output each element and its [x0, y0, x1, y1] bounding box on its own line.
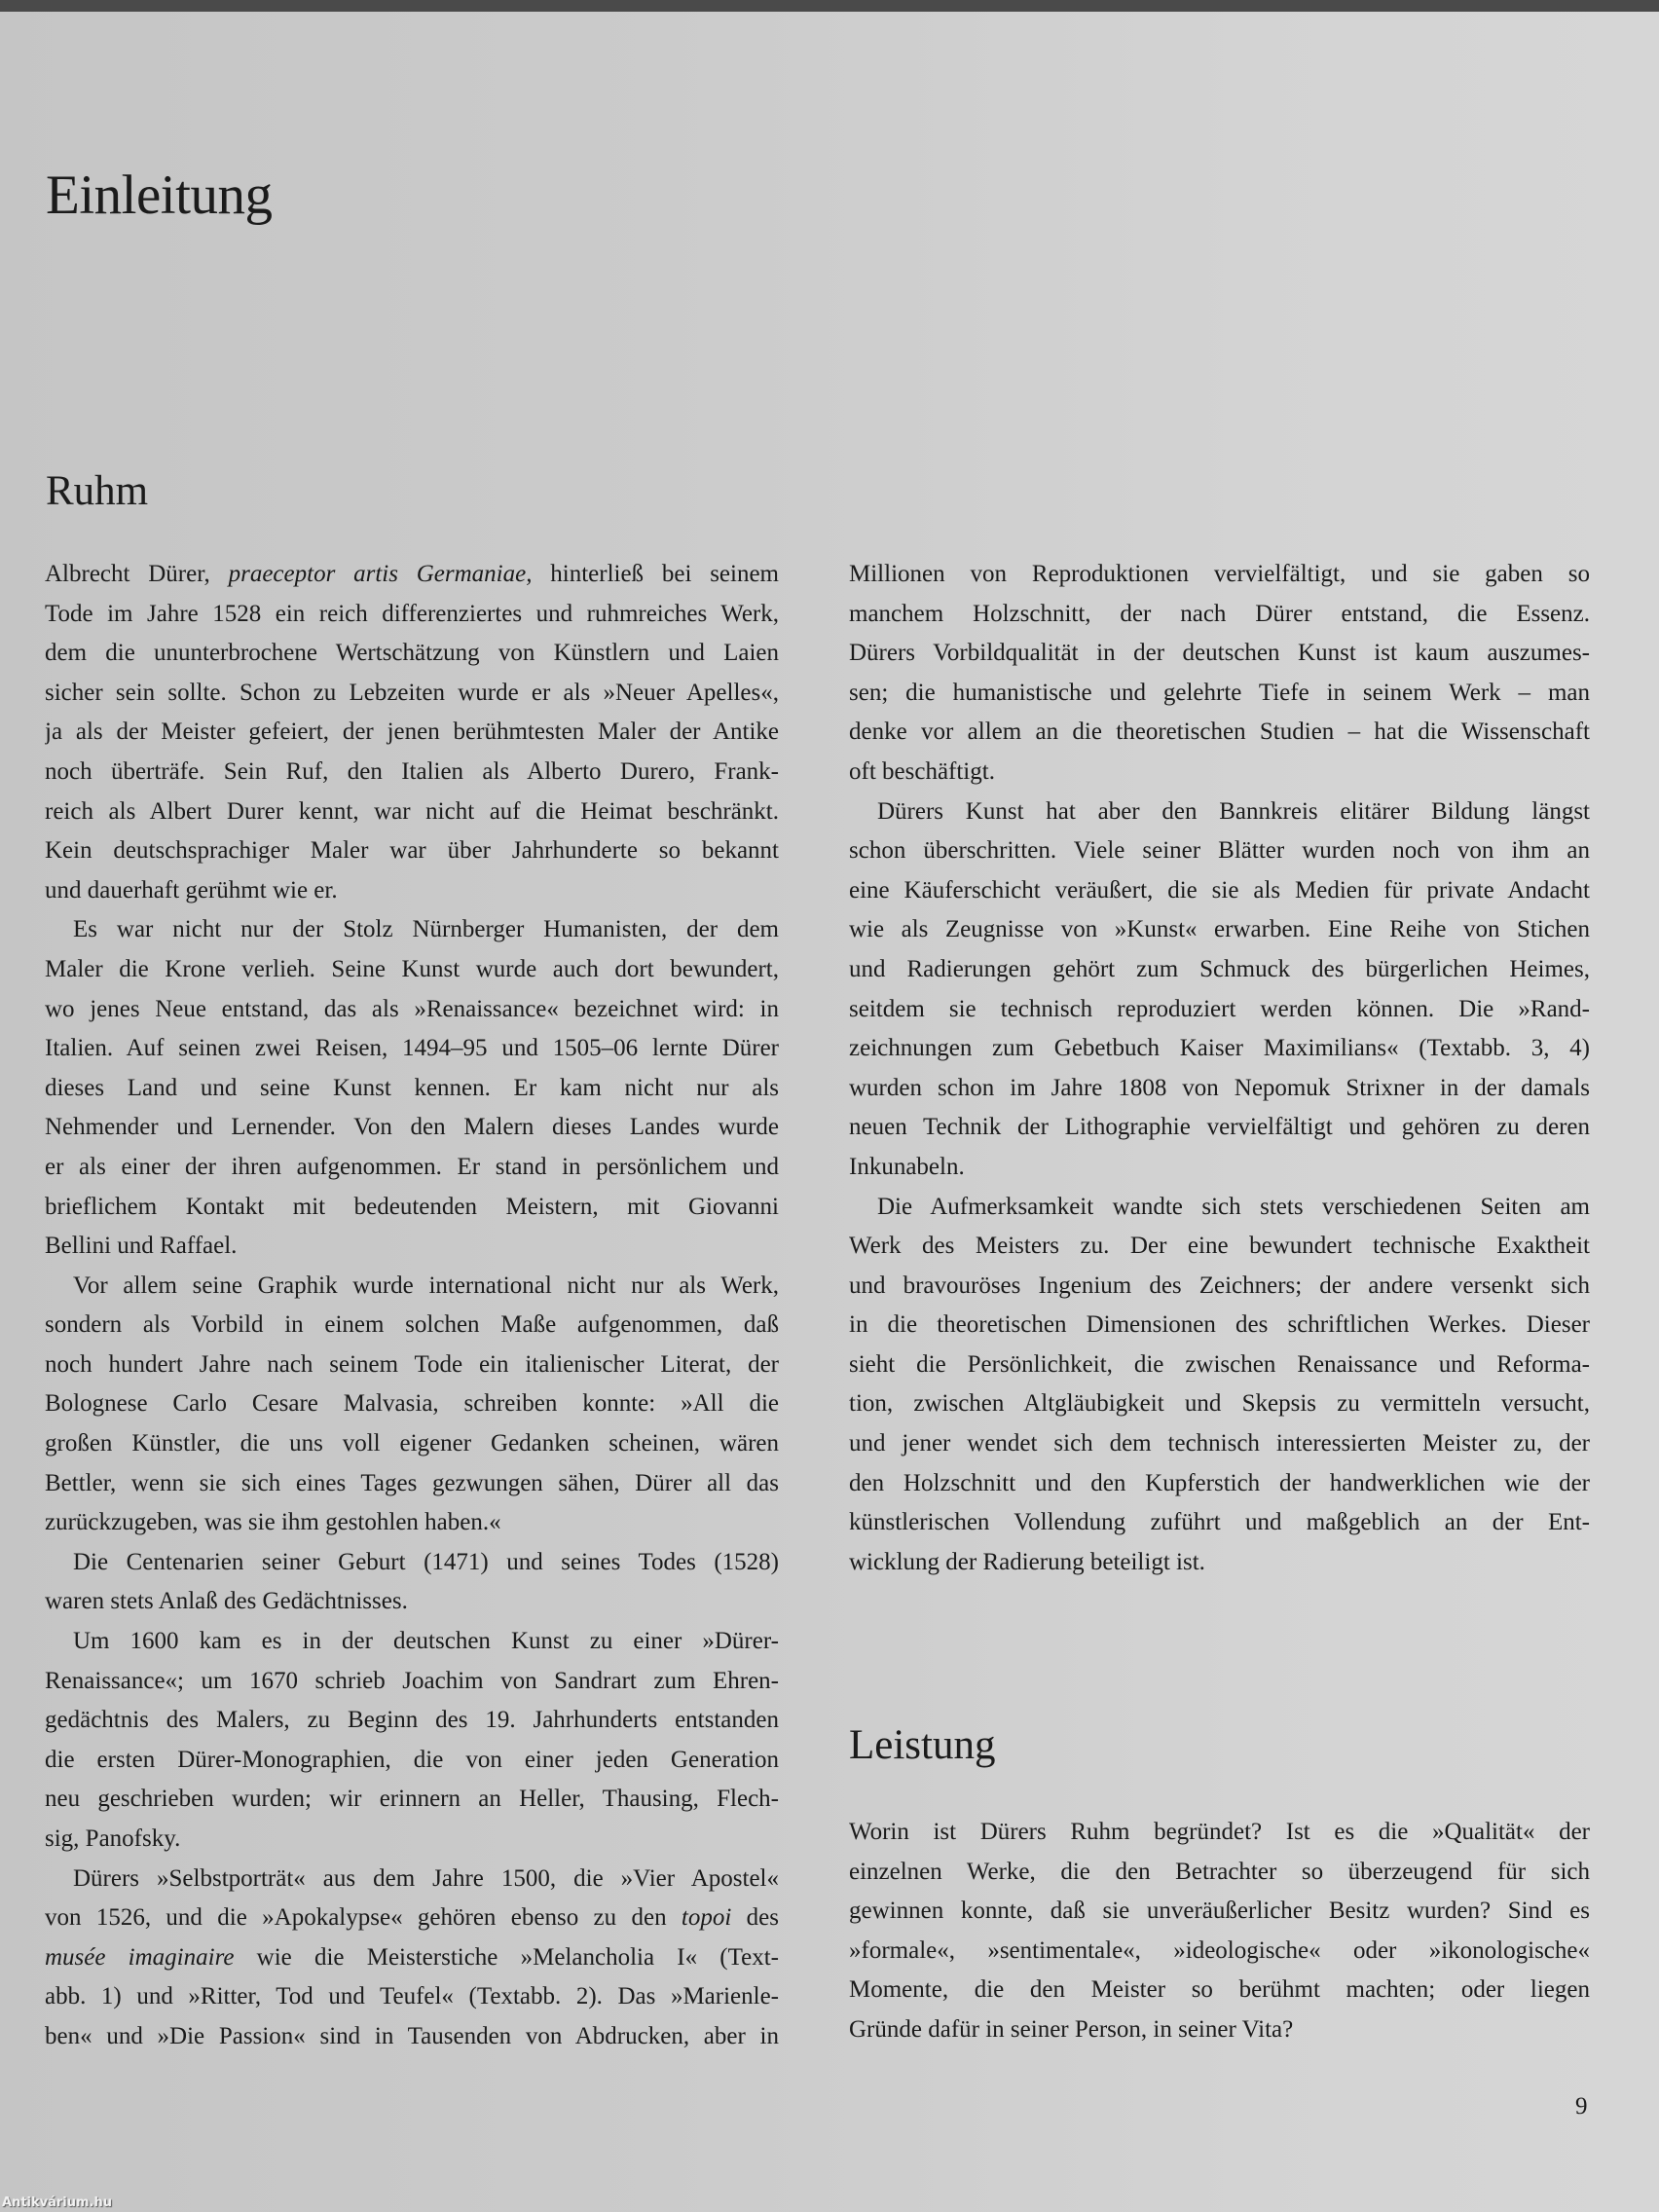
text-run: waren stets Anlaß des Gedächtnisses. [45, 1588, 408, 1615]
text-run: Millionen von Reproduktionen vervielfältigt, und sie gaben so [849, 561, 1590, 587]
text-line [45, 2017, 779, 2057]
text-run: neu geschrieben wurden; wir erinnern an Heller, Thausing, Flech- [45, 1786, 779, 1813]
text-column-left [45, 555, 779, 2057]
text-line [849, 1029, 1590, 1069]
text-run: gewinnen konnte, daß sie unveräußerlicher Besitz wurden? Sind es [849, 1898, 1590, 1925]
text-line [849, 1543, 1590, 1583]
text-run: hinterließ bei seinem [532, 561, 779, 587]
text-line [45, 1306, 779, 1346]
text-line [849, 1424, 1590, 1464]
text-run: Nehmender und Lernender. Von den Malern dieses Landes wurde [45, 1114, 779, 1141]
text-line [849, 1188, 1590, 1228]
paragraph [45, 1622, 779, 1860]
text-line [45, 1503, 779, 1543]
text-run: Dürers Kunst hat aber den Bannkreis elitärer Bildung längst [877, 797, 1590, 825]
text-run: und bravouröses Ingenium des Zeichners; der andere versenkt sich [849, 1272, 1590, 1299]
text-run: Vor allem seine Graphik wurde international nicht nur als Werk, [73, 1272, 779, 1299]
text-line [849, 634, 1590, 674]
text-run: Die Aufmerksamkeit wandte sich stets verschiedenen Seiten am [877, 1193, 1590, 1220]
text-run: noch hundert Jahre nach seinem Tode ein italienischer Literat, der [45, 1350, 779, 1378]
text-run: abb. 1) und »Ritter, Tod und Teufel« (Textabb. 2). Das »Marienle- [45, 1983, 779, 2010]
text-line [45, 1188, 779, 1228]
text-line [45, 555, 779, 595]
text-line [45, 1662, 779, 1702]
text-run: tion, zwischen Altgläubigkeit und Skepsis zu vermitteln versucht, [849, 1390, 1590, 1418]
text-line [45, 634, 779, 674]
text-run: zeichnungen zum Gebetbuch Kaiser Maximilians« (Textabb. 3, 4) [849, 1035, 1590, 1062]
text-run: denke vor allem an die theoretischen Studien – hat die Wissenschaft [849, 719, 1590, 746]
text-run: er als einer der ihren aufgenommen. Er stand in persönlichem und [45, 1153, 779, 1180]
scan-top-edge [0, 0, 1659, 12]
text-line [849, 990, 1590, 1030]
text-run: Um 1600 kam es in der deutschen Kunst zu einer »Dürer- [73, 1628, 779, 1655]
text-line [849, 1813, 1590, 1853]
text-run: großen Künstler, die uns voll eigener Gedanken scheinen, wären [45, 1430, 779, 1457]
text-run: Momente, die den Meister so berühmt machten; oder liegen [849, 1976, 1590, 2004]
text-line [45, 1938, 779, 1978]
text-run: in die theoretischen Dimensionen des schriftlichen Werkes. Dieser [849, 1311, 1590, 1339]
paragraph [849, 1813, 1590, 2050]
italic-text: musée imaginaire [45, 1943, 235, 1971]
text-line [45, 595, 779, 635]
text-line [45, 753, 779, 793]
text-line [45, 1582, 779, 1622]
text-run: Es war nicht nur der Stolz Nürnberger Humanisten, der dem [73, 916, 779, 943]
text-line [849, 1069, 1590, 1109]
text-run: Inkunabeln. [849, 1153, 965, 1180]
paragraph [45, 555, 779, 910]
text-run: Maler die Krone verlieh. Seine Kunst wurde auch dort bewundert, [45, 955, 779, 982]
text-run: noch überträfe. Sein Ruf, den Italien als Alberto Durero, Frank- [45, 757, 779, 785]
text-line [45, 1029, 779, 1069]
text-line [849, 1306, 1590, 1346]
text-run: Bolognese Carlo Cesare Malvasia, schreiben konnte: »All die [45, 1390, 779, 1418]
text-run: und dauerhaft gerühmt wie er. [45, 876, 338, 903]
text-run: zurückzugeben, was sie ihm gestohlen haben.« [45, 1509, 501, 1536]
text-run: den Holzschnitt und den Kupferstich der handwerklichen wie der [849, 1469, 1590, 1496]
text-run: Kein deutschsprachiger Maler war über Jahrhunderte so bekannt [45, 837, 779, 865]
text-run: schon überschritten. Viele seiner Blätter wurden noch von ihm an [849, 837, 1590, 865]
text-run: sicher sein sollte. Schon zu Lebzeiten wurde er als »Neuer Apelles«, [45, 679, 779, 706]
text-run: wo jenes Neue entstand, das als »Renaissance« bezeichnet wird: in [45, 995, 779, 1022]
text-line [849, 713, 1590, 753]
text-line [45, 1346, 779, 1385]
text-line [45, 1780, 779, 1820]
text-line [849, 595, 1590, 635]
text-line [45, 1543, 779, 1583]
text-run: dem die ununterbrochene Wertschätzung von Künstlern und Laien [45, 640, 779, 667]
text-run: und jener wendet sich dem technisch interessierten Meister zu, der [849, 1430, 1590, 1457]
text-line [45, 713, 779, 753]
text-line [849, 1464, 1590, 1504]
paragraph [45, 910, 779, 1266]
text-line [45, 950, 779, 990]
text-line [45, 793, 779, 832]
text-run: des [731, 1904, 779, 1932]
text-line [45, 990, 779, 1030]
text-line [45, 1384, 779, 1424]
text-run: wurden schon im Jahre 1808 von Nepomuk Strixner in der damals [849, 1074, 1590, 1101]
text-line [45, 1701, 779, 1741]
text-line [849, 1227, 1590, 1267]
text-run: wie die Meisterstiche »Melancholia I« (Text- [234, 1943, 779, 1971]
text-run: neuen Technik der Lithographie vervielfältigt und gehören zu deren [849, 1114, 1590, 1141]
text-run: sig, Panofsky. [45, 1825, 181, 1852]
text-column-leistung [849, 1813, 1590, 2050]
text-line [45, 1464, 779, 1504]
paragraph [849, 793, 1590, 1188]
text-line [849, 793, 1590, 832]
text-line [45, 1860, 779, 1899]
text-line [849, 753, 1590, 793]
text-run: dieses Land und seine Kunst kennen. Er kam nicht nur als [45, 1074, 779, 1101]
text-line [45, 871, 779, 911]
text-run: die ersten Dürer-Monographien, die von einer jeden Generation [45, 1746, 779, 1773]
section-heading-leistung: Leistung [849, 1722, 996, 1768]
text-run: einzelnen Werke, die den Betrachter so überzeugend für sich [849, 1858, 1590, 1885]
text-line [45, 831, 779, 871]
section-heading-ruhm: Ruhm [46, 468, 149, 514]
paragraph [45, 1860, 779, 2057]
italic-text: topoi [681, 1904, 732, 1932]
text-run: Italien. Auf seinen zwei Reisen, 1494–95 und 1505–06 lernte Dürer [45, 1035, 779, 1062]
italic-text: praeceptor artis Germaniae, [228, 561, 533, 587]
paragraph [45, 1543, 779, 1622]
text-line [849, 950, 1590, 990]
text-run: gedächtnis des Malers, zu Beginn des 19. Jahrhunderts entstanden [45, 1707, 779, 1734]
text-line [849, 1267, 1590, 1307]
text-run: und Radierungen gehört zum Schmuck des bürgerlichen Heimes, [849, 955, 1590, 982]
text-line [45, 1977, 779, 2017]
text-run: wicklung der Radierung beteiligt ist. [849, 1548, 1205, 1575]
text-line [45, 1741, 779, 1781]
text-run: Bellini und Raffael. [45, 1233, 238, 1260]
watermark: Antikvárium.hu [2, 2195, 112, 2210]
text-run: Dürers »Selbstporträt« aus dem Jahre 1500, die »Vier Apostel« [73, 1864, 779, 1892]
text-run: wie als Zeugnisse von »Kunst« erwarben. Eine Reihe von Stichen [849, 916, 1590, 943]
text-line [45, 910, 779, 950]
text-run: reich als Albert Durer kennt, war nicht auf die Heimat beschränkt. [45, 797, 779, 825]
text-line [45, 1424, 779, 1464]
paragraph [849, 555, 1590, 793]
text-column-right [849, 555, 1590, 1582]
text-run: von 1526, und die »Apokalypse« gehören ebenso zu den [45, 1904, 682, 1932]
text-run: oft beschäftigt. [849, 757, 995, 785]
text-run: seitdem sie technisch reproduziert werden können. Die »Rand- [849, 995, 1590, 1022]
text-line [849, 2010, 1590, 2050]
text-run: Gründe dafür in seiner Person, in seiner Vita? [849, 2015, 1294, 2043]
text-line [45, 674, 779, 714]
text-run: Die Centenarien seiner Geburt (1471) und seines Todes (1528) [73, 1548, 779, 1575]
text-line [849, 1346, 1590, 1385]
text-run: sieht die Persönlichkeit, die zwischen Renaissance und Reforma- [849, 1350, 1590, 1378]
text-line [849, 1971, 1590, 2010]
text-run: künstlerischen Vollendung zuführt und maßgeblich an der Ent- [849, 1509, 1590, 1536]
text-run: Tode im Jahre 1528 ein reich differenziertes und ruhmreiches Werk, [45, 600, 779, 627]
text-line [45, 1069, 779, 1109]
text-line [849, 1108, 1590, 1148]
chapter-title: Einleitung [46, 165, 273, 226]
text-line [45, 1148, 779, 1188]
text-run: sen; die humanistische und gelehrte Tiefe in seinem Werk – man [849, 679, 1590, 706]
text-line [849, 1503, 1590, 1543]
text-line [45, 1108, 779, 1148]
text-line [849, 1853, 1590, 1893]
text-run: Bettler, wenn sie sich eines Tages gezwungen sähen, Dürer all das [45, 1469, 779, 1496]
text-line [849, 1892, 1590, 1932]
text-line [45, 1227, 779, 1267]
text-run: eine Käuferschicht veräußert, die sie als Medien für private Andacht [849, 876, 1590, 903]
text-line [45, 1267, 779, 1307]
paragraph [45, 1267, 779, 1543]
text-line [849, 910, 1590, 950]
text-run: brieflichem Kontakt mit bedeutenden Meistern, mit Giovanni [45, 1193, 779, 1220]
text-run: ben« und »Die Passion« sind in Tausenden von Abdrucken, aber in [45, 2022, 779, 2049]
text-run: Albrecht Dürer, [45, 561, 229, 587]
page-number: 9 [1575, 2093, 1588, 2120]
text-run: Worin ist Dürers Ruhm begründet? Ist es die »Qualität« der [849, 1819, 1590, 1845]
paragraph [849, 1188, 1590, 1583]
text-line [45, 1622, 779, 1662]
text-line [849, 555, 1590, 595]
text-line [849, 1384, 1590, 1424]
text-run: »formale«, »sentimentale«, »ideologische« oder »ikonologische« [849, 1936, 1590, 1964]
text-run: ja als der Meister gefeiert, der jenen berühmtesten Maler der Antike [45, 719, 779, 746]
text-line [849, 674, 1590, 714]
text-line [849, 1148, 1590, 1188]
text-run: sondern als Vorbild in einem solchen Maße aufgenommen, daß [45, 1311, 779, 1339]
text-run: Werk des Meisters zu. Der eine bewundert technische Exaktheit [849, 1233, 1590, 1260]
text-run: Renaissance«; um 1670 schrieb Joachim von Sandrart zum Ehren- [45, 1667, 779, 1694]
text-line [45, 1820, 779, 1860]
text-line [849, 871, 1590, 911]
text-run: Dürers Vorbildqualität in der deutschen Kunst ist kaum auszumes- [849, 640, 1590, 667]
text-line [849, 1932, 1590, 1972]
text-line [849, 831, 1590, 871]
text-line [45, 1899, 779, 1938]
text-run: manchem Holzschnitt, der nach Dürer entstand, die Essenz. [849, 600, 1590, 627]
